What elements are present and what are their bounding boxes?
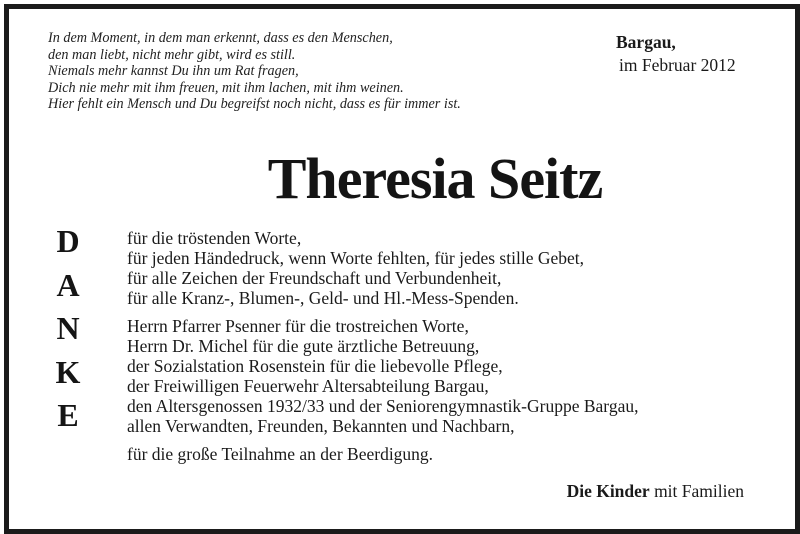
thanks-line: für die tröstenden Worte, — [127, 228, 302, 248]
poem-line: Dich nie mehr mit ihm freuen, mit ihm lachen, mit ihm weinen. — [48, 79, 404, 96]
thanks-line: Herrn Pfarrer Psenner für die trostreichen Worte, — [127, 316, 469, 336]
thanks-text — [127, 228, 638, 464]
poem-line: In dem Moment, in dem man erkennt, dass es den Menschen, — [48, 30, 393, 46]
thanks-line: der Sozialstation Rosenstein für die liebevolle Pflege, — [127, 356, 503, 376]
thanks-line: Herrn Dr. Michel für die gute ärztliche Betreuung, — [127, 336, 480, 356]
danke-letter: E — [57, 397, 79, 434]
danke-letter: K — [55, 353, 81, 390]
danke-vertical-word — [48, 221, 88, 439]
thanks-line: für jeden Händedruck, wenn Worte fehlten, für jedes stille Gebet, — [127, 248, 584, 268]
danke-letter: N — [56, 310, 80, 347]
signers-suffix: mit Familien — [654, 481, 744, 501]
poem-line: Niemals mehr kannst Du ihn um Rat fragen, — [48, 63, 299, 80]
place-and-date — [616, 31, 736, 77]
poem-line: den man liebt, nicht mehr gibt, wird es still. — [48, 46, 296, 63]
signers: Die Kinder — [566, 481, 650, 501]
place: Bargau, — [616, 32, 676, 52]
thanks-line: für die große Teilnahme an der Beerdigung. — [127, 444, 434, 464]
signature — [567, 481, 744, 502]
memorial-poem — [48, 30, 461, 113]
thanks-line: allen Verwandten, Freunden, Bekannten und Nachbarn, — [127, 416, 515, 436]
thanks-line: der Freiwilligen Feuerwehr Altersabteilung Bargau, — [127, 376, 489, 396]
thanks-line: für alle Kranz-, Blumen-, Geld- und Hl.-Mess-Spenden. — [127, 288, 519, 308]
thanks-line: für alle Zeichen der Freundschaft und Verbundenheit, — [127, 268, 502, 288]
deceased-name: Theresia Seitz — [267, 146, 603, 211]
danke-letter: D — [56, 223, 80, 259]
date: im Februar 2012 — [619, 55, 736, 75]
thanks-line: den Altersgenossen 1932/33 und der Seniorengymnastik-Gruppe Bargau, — [127, 396, 639, 416]
poem-line: Hier fehlt ein Mensch und Du begreifst noch nicht, dass es für immer ist. — [48, 96, 461, 113]
danke-letter: A — [56, 266, 80, 303]
